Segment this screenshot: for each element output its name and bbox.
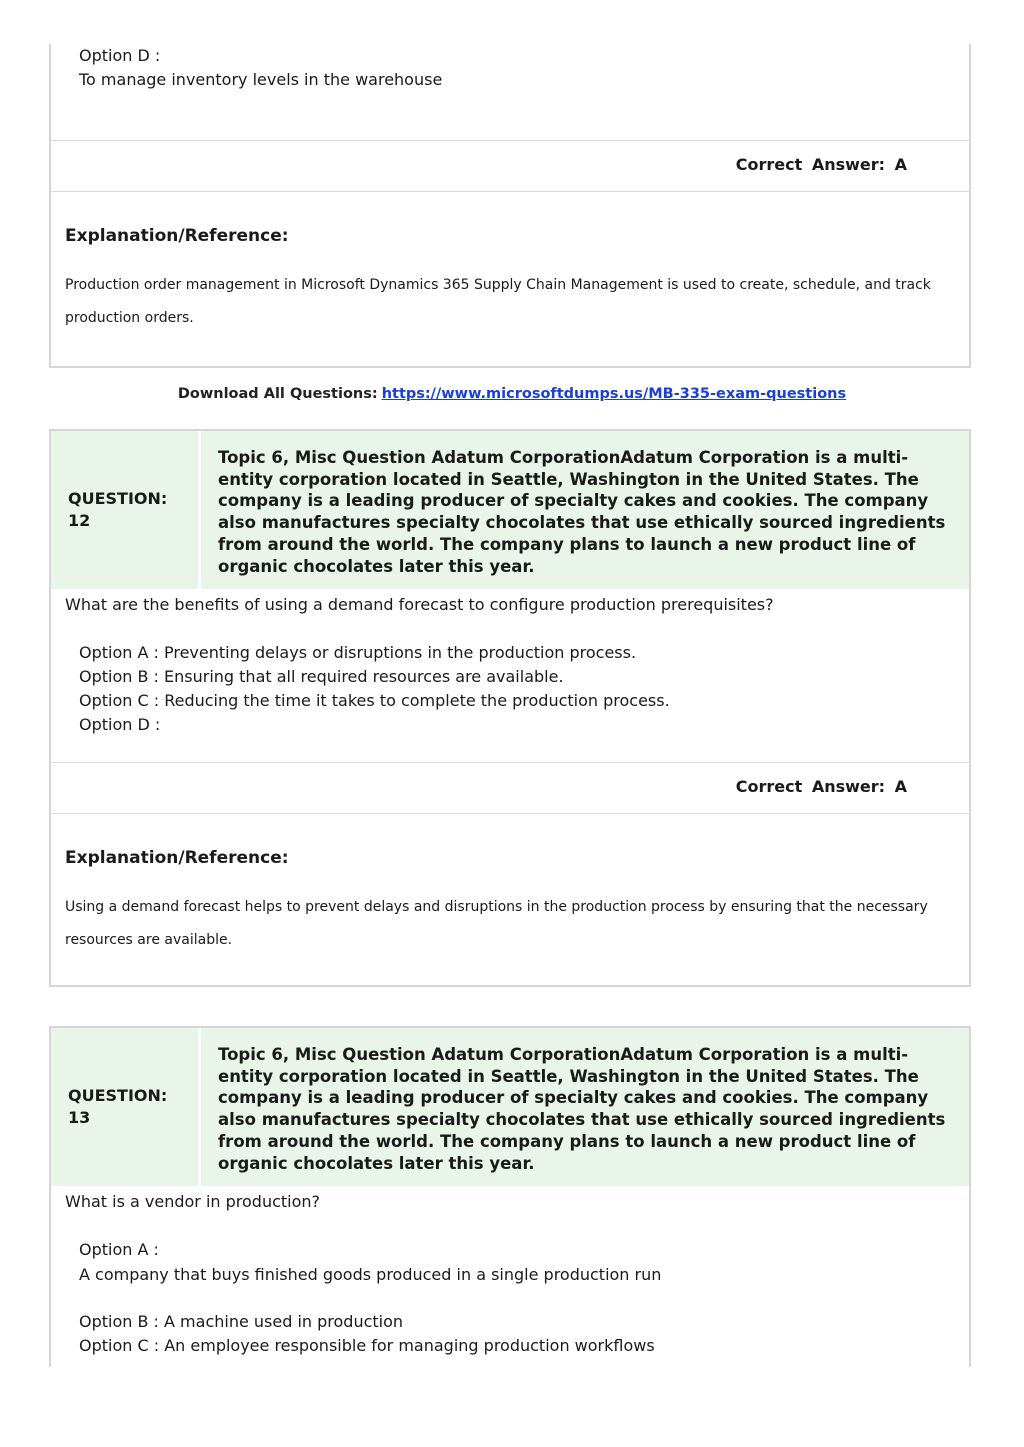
option-a-text: A company that buys finished goods produced in a single production run — [79, 1265, 662, 1284]
question-11-tail — [49, 44, 971, 368]
option-a: Option A : Preventing delays or disruptions in the production process. — [79, 643, 637, 662]
option-d-label: Option D : — [79, 46, 161, 65]
option-d: Option D : — [79, 715, 161, 734]
question-text: What are the benefits of using a demand forecast to configure production prerequisites? — [65, 595, 774, 614]
question-header — [51, 431, 969, 589]
option-c: Option C : An employee responsible for managing production workflows — [79, 1336, 655, 1355]
question-number-value: 12 — [68, 511, 91, 530]
correct-answer: Correct Answer: A — [735, 777, 907, 796]
question-topic: Topic 6, Misc Question Adatum CorporationAdatum Corporation is a multi-entity corporation located in Seattle, Washington in the United States. The company is a leading producer of specialty cakes and cookies. The company also manufactures specialty chocolates that use ethically sourced ingredients from around the world. The company plans to launch a new product line of organic chocolates later this year. — [218, 1045, 946, 1173]
question-number — [51, 431, 201, 589]
explanation-title: Explanation/Reference: — [65, 226, 289, 246]
question-number-label: QUESTION: — [68, 489, 168, 508]
correct-answer: Correct Answer: A — [735, 155, 907, 174]
question-number — [51, 1028, 201, 1186]
option-b: Option B : A machine used in production — [79, 1312, 404, 1331]
option-a-label: Option A : — [79, 1240, 159, 1259]
option-b: Option B : Ensuring that all required resources are available. — [79, 667, 564, 686]
option-c: Option C : Reducing the time it takes to complete the production process. — [79, 691, 670, 710]
question-header — [51, 1028, 969, 1186]
explanation-body: Using a demand forecast helps to prevent delays and disruptions in the production process by ensuring that the necessary resources are available. — [65, 899, 928, 948]
correct-answer-row — [51, 762, 969, 814]
download-label: Download All Questions: — [177, 386, 378, 402]
question-13 — [49, 1026, 971, 1367]
question-number-value: 13 — [68, 1108, 91, 1127]
correct-answer-row — [51, 140, 969, 192]
question-number-label: QUESTION: — [68, 1086, 168, 1105]
download-all-questions — [0, 386, 1024, 402]
explanation-body: Production order management in Microsoft Dynamics 365 Supply Chain Management is used to create, schedule, and track production orders. — [65, 277, 931, 326]
question-text: What is a vendor in production? — [65, 1192, 321, 1211]
question-12 — [49, 429, 971, 987]
download-link[interactable]: https://www.microsoftdumps.us/MB-335-exam-questions — [381, 386, 847, 402]
question-topic: Topic 6, Misc Question Adatum CorporationAdatum Corporation is a multi-entity corporation located in Seattle, Washington in the United States. The company is a leading producer of specialty cakes and cookies. The company also manufactures specialty chocolates that use ethically sourced ingredients from around the world. The company plans to launch a new product line of organic chocolates later this year. — [218, 448, 946, 576]
option-d-text: To manage inventory levels in the warehouse — [79, 70, 443, 89]
explanation-title: Explanation/Reference: — [65, 848, 289, 868]
